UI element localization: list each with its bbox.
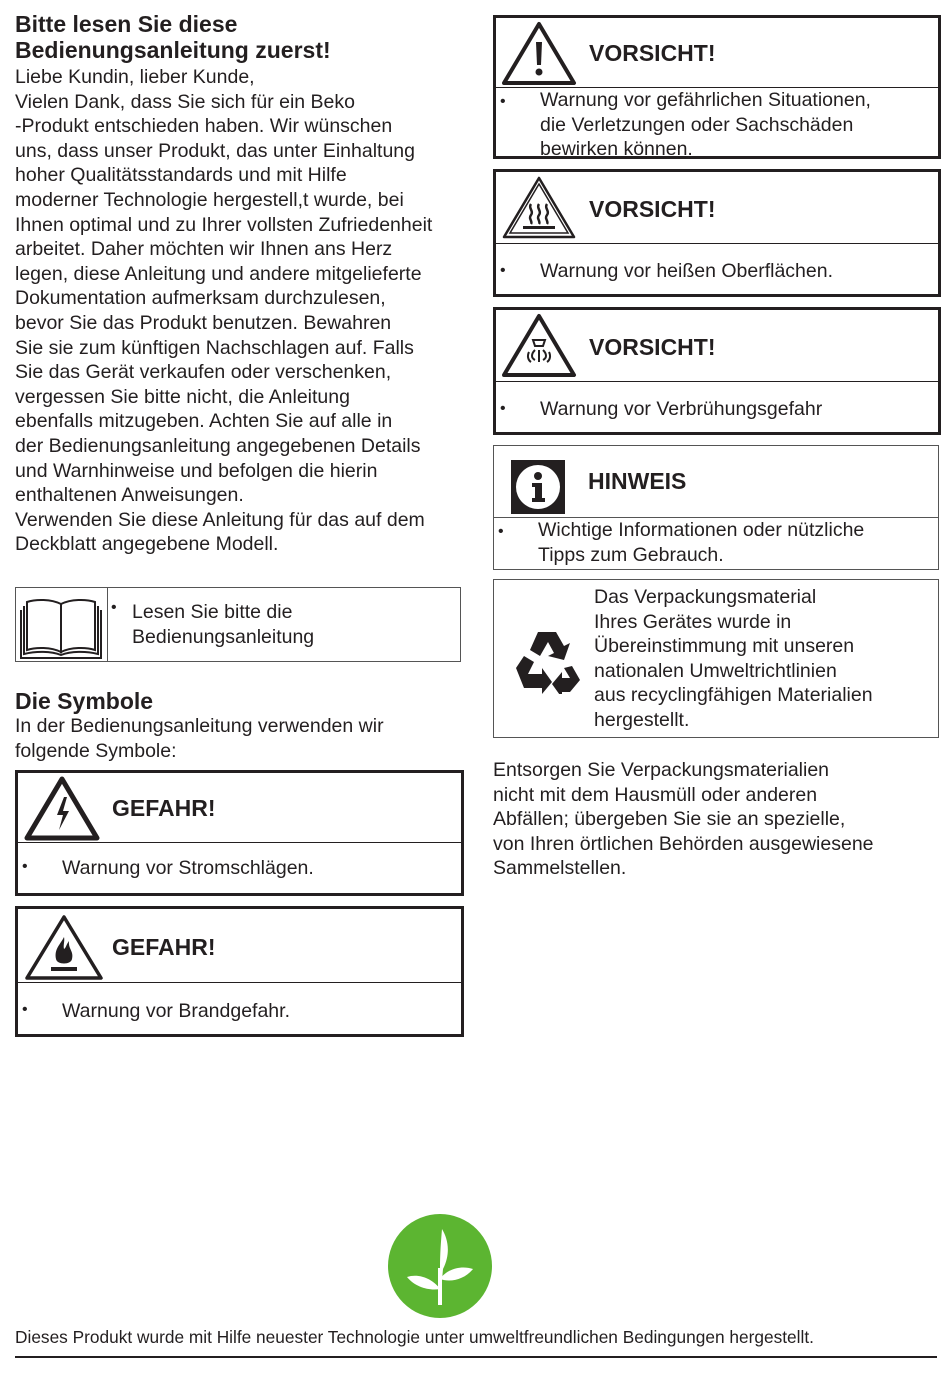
box-text: Warnung vor heißen Oberflächen. [540,260,834,282]
recycle-box [493,579,939,738]
electric-shock-warning-icon [24,775,100,841]
danger-fire-box [15,906,464,1037]
box-text: Warnung vor Verbrühungsgefahr [540,398,823,420]
box-text: Warnung vor gefährlichen Situationen, die Verletzungen oder Sachschäden bewirken können. [540,89,871,161]
intro-section [15,11,475,557]
bullet: • [500,262,506,279]
box-text: Wichtige Informationen oder nützliche Tipps zum Gebrauch. [538,519,865,566]
info-icon [510,459,566,515]
bullet: • [500,400,506,417]
box-title: VORSICHT! [589,40,716,66]
recycle-text: Das Verpackungsmaterial Ihres Gerätes wurde in Übereinstimmung mit unseren nationalen Umweltrichtlinien aus recyclingfähigen Materialien hergestellt. [594,586,873,731]
symbols-title: Die Symbole [15,688,154,714]
disposal-text: Entsorgen Sie Verpackungsmaterialien nicht mit dem Hausmüll oder anderen Abfällen; übergeben Sie sie an spezielle, von Ihren örtlichen Behörden ausgewiesene Sammelstellen. [493,759,874,880]
bullet: • [498,523,504,540]
scalding-warning-icon [501,312,577,378]
read-manual-box [15,587,461,662]
intro-title-line1: Bitte lesen Sie diese [15,11,238,37]
box-text: Warnung vor Brandgefahr. [62,1000,290,1022]
box-title: VORSICHT! [589,334,716,360]
box-title: VORSICHT! [589,196,716,222]
danger-electric-box [15,770,464,896]
footer-divider [15,1356,937,1358]
fire-warning-icon [24,913,104,981]
hot-surface-warning-icon [501,174,577,240]
symbols-section [15,688,475,763]
intro-title-line2: Bedienungsanleitung zuerst! [15,37,331,63]
read-manual-text: Lesen Sie bitte die Bedienungsanleitung [132,601,315,648]
note-box [493,445,939,570]
exclamation-warning-icon [501,20,577,86]
green-leaf-icon [387,1213,493,1319]
bullet: • [111,599,117,616]
bullet: • [22,1001,28,1018]
footer-text: Dieses Produkt wurde mit Hilfe neuester Technologie unter umweltfreundlichen Bedingungen hergestellt. [15,1327,814,1347]
bullet: • [500,93,506,110]
open-book-icon [16,588,108,661]
caution-hot-box [493,169,941,297]
box-title: GEFAHR! [112,795,216,821]
box-text: Warnung vor Stromschlägen. [62,857,314,879]
recycle-icon [512,628,582,694]
box-title: HINWEIS [588,468,687,494]
symbols-text: In der Bedienungsanleitung verwenden wir folgende Symbole: [15,715,384,762]
caution-scald-box [493,307,941,435]
caution-general-box [493,15,941,159]
bullet: • [22,858,28,875]
intro-body: Liebe Kundin, lieber Kunde, Vielen Dank, dass Sie sich für ein Beko -Produkt entschieden haben. Wir wünschen uns, dass unser Produkt, das unter Einhaltung hoher Qualitätsstandards und mit Hilfe moderner Technologie hergestell,t wurde, bei Ihnen optimal und zu Ihrer vollsten Zufriedenheit arbeitet. Daher möchten wir Ihnen ans Herz legen, diese Anleitung und andere mitgelieferte Dokumentation aufmerksam durchzulesen, bevor Sie das Produkt benutzen. Bewahren Sie sie zum künftigen Nachschlagen auf. Falls Sie das Gerät verkaufen oder verschenken, vergessen Sie bitte nicht, die Anleitung ebenfalls mitzugeben. Achten Sie auf alle in der Bedienungsanleitung angegebenen Details und Warnhinweise und befolgen die hierin enthaltenen Anweisungen. Verwenden Sie diese Anleitung für das auf dem Deckblatt angegebene Modell. [15,66,433,556]
box-title: GEFAHR! [112,934,216,960]
